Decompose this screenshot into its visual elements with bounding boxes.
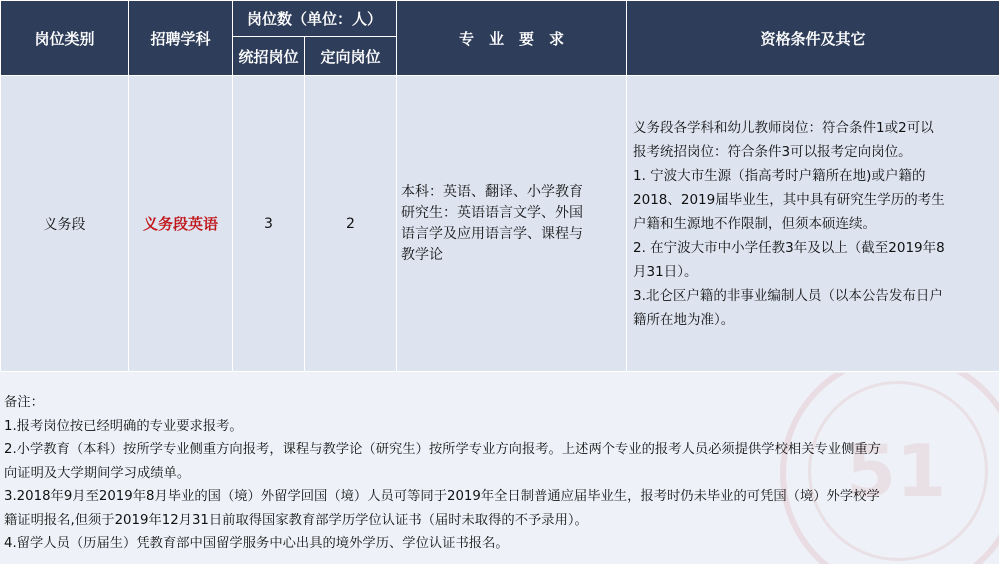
qualification-line: 报考统招岗位：符合条件3可以报考定向岗位。 (633, 143, 912, 160)
header-requirement: 专 业 要 求 (397, 1, 627, 76)
notes-title: 备注： (4, 395, 44, 410)
watermark-seal: 51 (780, 373, 999, 564)
table-row (1, 76, 999, 372)
header-qualification: 资格条件及其它 (627, 1, 999, 76)
requirement-line: 本科：英语、翻译、小学教育 (401, 183, 584, 200)
requirement-line: 教学论 (401, 246, 444, 263)
header-subject: 招聘学科 (129, 1, 233, 76)
note-line: 4.留学人员（历届生）凭教育部中国留学服务中心出具的境外学历、学位认证书报名。 (4, 536, 509, 551)
qualification-line: 2. 在宁波大市中小学任教3年及以上（截至2019年8 (633, 239, 945, 256)
qualification-line: 3.北仑区户籍的非事业编制人员（以本公告发布日户 (633, 287, 943, 304)
qualification-line: 籍所在地为准）。 (633, 311, 735, 328)
notes-text (4, 391, 994, 556)
note-line: 向证明及大学期间学习成绩单。 (4, 465, 191, 481)
note-line: 籍证明报名,但须于2019年12月31日前取得国家教育部学历学位认证书（届时未取得的不予录用）。 (4, 512, 588, 528)
cell-directed: 2 (305, 76, 397, 372)
qualification-line: 2018、2019届毕业生，其中具有研究生学历的考生 (633, 191, 945, 208)
note-line: 1.报考岗位按已经明确的专业要求报考。 (4, 418, 243, 434)
note-line: 3.2018年9月至2019年8月毕业的国（境）外留学回国（境）人员可等同于2019年全日制普通应届毕业生，报考时仍未毕业的可凭国（境）外学校学 (4, 489, 880, 504)
cell-qualification (627, 76, 999, 372)
header-category: 岗位类别 (1, 1, 129, 76)
header-general: 统招岗位 (233, 37, 305, 76)
cell-subject: 义务段英语 (129, 76, 233, 372)
cell-requirement (397, 76, 627, 372)
qualification-line: 户籍和生源地不作限制，但须本硕连续。 (633, 215, 877, 232)
qualification-line: 1. 宁波大市生源（指高考时户籍所在地)或户籍的 (633, 167, 926, 184)
header-positions: 岗位数（单位：人） (233, 1, 397, 37)
cell-category: 义务段 (1, 76, 129, 372)
qualification-line: 义务段各学科和幼儿教师岗位：符合条件1或2可以 (633, 119, 934, 136)
header-row-1 (1, 1, 999, 37)
notes-section (0, 373, 999, 564)
requirement-line: 语言学及应用语言学、课程与 (401, 225, 584, 242)
cell-general: 3 (233, 76, 305, 372)
header-directed: 定向岗位 (305, 37, 397, 76)
requirement-line: 研究生：英语语言文学、外国 (401, 204, 584, 221)
note-line: 2.小学教育（本科）按所学专业侧重方向报考，课程与教学论（研究生）按所学专业方向报考。上述两个专业的报考人员必须提供学校相关专业侧重方 (4, 442, 881, 457)
qualification-line: 月31日）。 (633, 263, 698, 280)
